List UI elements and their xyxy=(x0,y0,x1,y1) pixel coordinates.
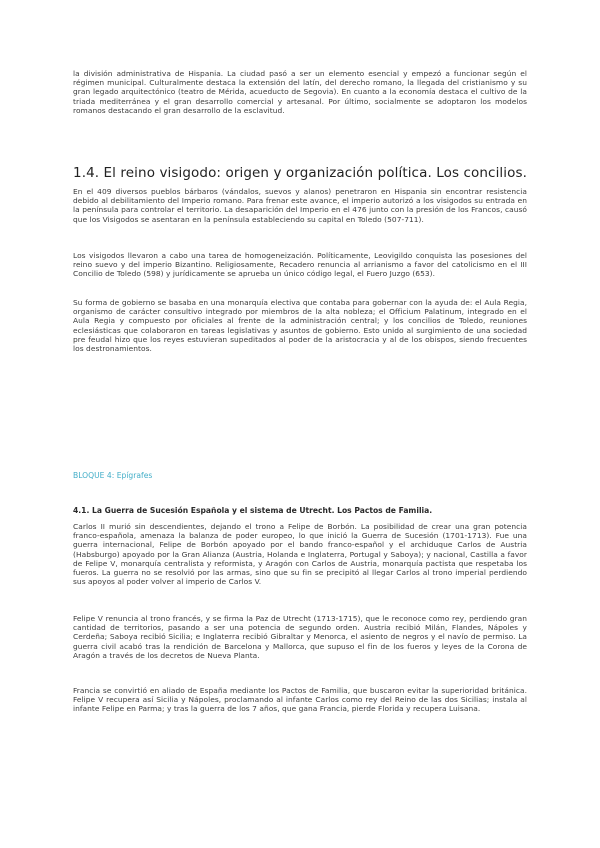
section-1-4-paragraph-2: Los visigodos llevaron a cabo una tarea de homogeneización. Políticamente, Leovigildo conquista las posesiones del reino suevo y del imperio Bizantino. Religiosamente, Recadero renuncia al arrianismo a favor del catolicismo en el III Concilio de Toledo (598) y jurídicamente se aprueba un único código legal, el Fuero Juzgo (653). xyxy=(73,251,527,279)
intro-paragraph: la división administrativa de Hispania. La ciudad pasó a ser un elemento esencial y empezó a funcionar según el régimen municipal. Culturalmente destaca la extensión del latín, del derecho romano, la llegada del cristianismo y su gran legado arquitectónico (teatro de Mérida, acueducto de Segovia). En cuanto a la economía destaca el cultivo de la triada mediterránea y el gran desarrollo comercial y artesanal. Por último, socialmente se adoptaron los modelos romanos destacando el gran desarrollo de la esclavitud. xyxy=(73,69,527,115)
section-1-4-title: 1.4. El reino visigodo: origen y organización política. Los concilios. xyxy=(73,165,528,181)
section-4-1 xyxy=(73,506,527,516)
section-4-1-paragraph-2: Felipe V renuncia al trono francés, y se firma la Paz de Utrecht (1713-1715), que le reconoce como rey, perdiendo gran cantidad de territorios, pasando a ser una potencia de segundo orden. Austria recibió Milán, Flandes, Nápoles y Cerdeña; Saboya recibió Sicilia; e Inglaterra recibió Gibraltar y Menorca, el asiento de negros y el navío de permiso. La guerra civil acabó tras la rendición de Barcelona y Mallorca, que supuso el fin de los fueros y leyes de la Corona de Aragón a través de los decretos de Nueva Planta. xyxy=(73,614,527,660)
section-1-4-paragraph-3: Su forma de gobierno se basaba en una monarquía electiva que contaba para gobernar con la ayuda de: el Aula Regia, organismo de carácter consultivo integrado por miembros de la alta nobleza; el Officium Palatinum, integrado en el Aula Regia y compuesto por oficiales al frente de la administración central; y los concilios de Toledo, reuniones eclesiásticas que colaboraron en tareas legislativas y asuntos de gobierno. Esto unido al surgimiento de una sociedad pre feudal hizo que los reyes estuvieran supeditados al poder de la aristocracia y al de los obispos, siendo frecuentes los destronamientos. xyxy=(73,298,527,354)
bloque-header xyxy=(73,471,527,481)
section-4-1-body-2 xyxy=(73,614,527,660)
intro-section xyxy=(73,69,527,115)
section-1-4-body xyxy=(73,187,527,224)
section-1-4 xyxy=(73,165,527,181)
section-4-1-paragraph-1: Carlos II murió sin descendientes, dejando el trono a Felipe de Borbón. La posibilidad de crear una gran potencia franco-española, amenaza la balanza de poder europeo, lo que inició la Guerra de Sucesión (1701-1713). Fue una guerra internacional, Felipe de Borbón apoyado por el bando franco-español y el archiduque Carlos de Austria (Habsburgo) apoyado por la Gran Alianza (Austria, Holanda e Inglaterra, Portugal y Saboya); y nacional, Castilla a favor de Felipe V, monarquía centralista y reformista, y Aragón con Carlos de Austria, monarquía pactista que respetaba los fueros. La guerra no se resolvió por las armas, sino que su fin se precipitó al llegar Carlos al trono imperial perdiendo sus apoyos al poder volver al imperio de Carlos V. xyxy=(73,522,527,587)
section-4-1-body xyxy=(73,522,527,586)
section-1-4-body-3 xyxy=(73,298,527,353)
bloque-label: BLOQUE 4: Epígrafes xyxy=(73,471,153,480)
section-1-4-body-2 xyxy=(73,251,527,279)
section-4-1-paragraph-3: Francia se convirtió en aliado de España mediante los Pactos de Familia, que buscaron evitar la superioridad británica. Felipe V recupera así Sicilia y Nápoles, proclamando al infante Carlos como rey del Reino de las dos Sicilias; instala al infante Felipe en Parma; y tras la guerra de los 7 años, que gana Francia, pierde Florida y recupera Luisana. xyxy=(73,686,527,714)
section-4-1-title: 4.1. La Guerra de Sucesión Española y el sistema de Utrecht. Los Pactos de Familia. xyxy=(73,506,433,515)
section-1-4-paragraph-1: En el 409 diversos pueblos bárbaros (vándalos, suevos y alanos) penetraron en Hispania sin encontrar resistencia debido al debilitamiento del Imperio romano. Para frenar este avance, el imperio autorizó a los visigodos su entrada en la península para controlar el territorio. La desaparición del Imperio en el 476 junto con la presión de los Francos, causó que los Visigodos se asentaran en la península estableciendo su capital en Toledo (507-711). xyxy=(73,187,527,224)
section-4-1-body-3 xyxy=(73,686,527,714)
